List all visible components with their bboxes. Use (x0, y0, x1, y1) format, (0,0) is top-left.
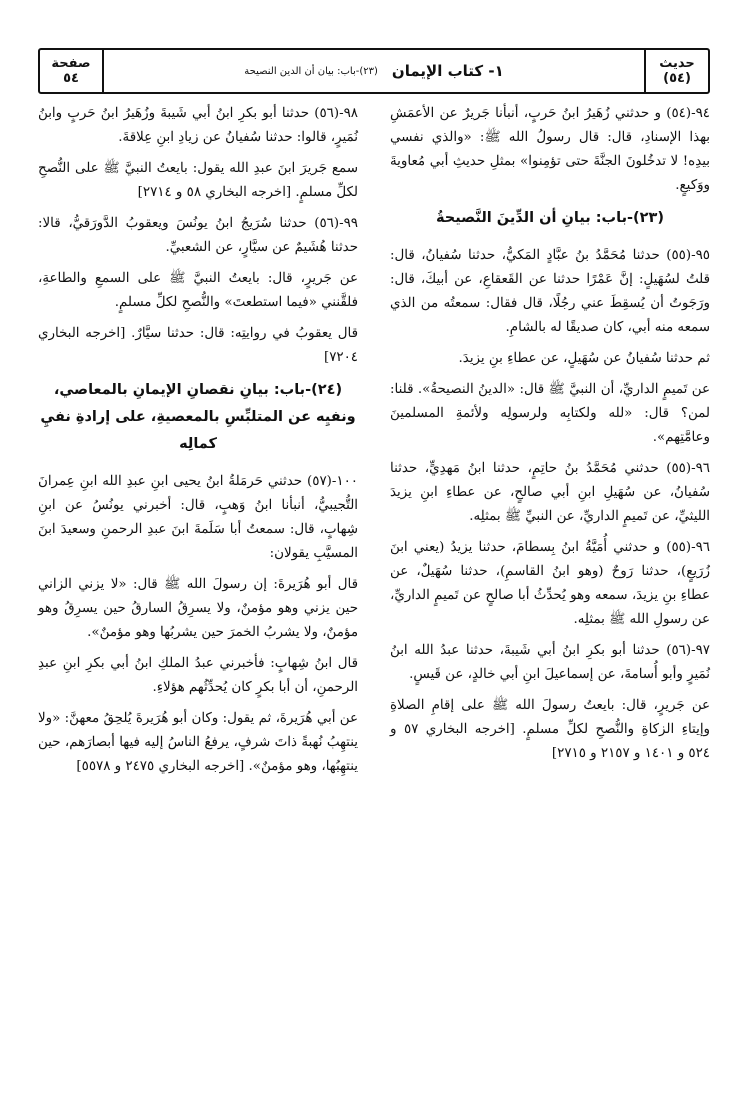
matn-100: قال أبو هُرَيرةَ: إن رسولَ الله ﷺ قال: «لا يزني الزاني حين يزني وهو مؤمنٌ، ولا يسرِقُ السارقُ حين يسرِقُ وهو مؤمنٌ، ولا يشربُ الخمرَ حين يشربُها وهو مؤمنٌ». (38, 577, 358, 640)
left-column (38, 102, 358, 1088)
note-100: قال ابنُ شِهابٍ: فأخبرني عبدُ الملكِ ابنُ أبي بكرِ ابنِ عبدِ الرحمنِ، أن أبا بكرٍ كان يُحدِّثُهم هؤلاءِ. (38, 656, 358, 695)
matn-95: عن تَميمٍ الداريِّ، أن النبيَّ ﷺ قال: «الدينُ النصيحةُ». قلنا: لمن؟ قال: «لله ولكتابِه ولرسولِه ولأئمةِ المسلمينَ وعامَّتِهم». (390, 382, 710, 445)
page-header (38, 48, 710, 94)
header-titles (104, 50, 644, 92)
hadith-100: ١٠٠-(٥٧) حدثني حَرمَلةُ ابنُ يحيى ابنِ عبدِ الله ابنِ عِمرانَ التُّجيبيُّ، أنبأنا ابنُ وَهبٍ، قال: أخبرني يونُسُ عن ابنِ شِهابٍ، قال: سمعتُ أبا سَلَمةَ ابنَ عبدِ الرحمنِ وسعيدَ ابنَ المسيَّبِ يقولان: (38, 474, 358, 561)
isnad-continuation: ثم حدثنا سُفيانُ عن سُهَيلٍ، عن عطاءِ بنِ يزيدَ. (458, 351, 710, 366)
hadith-99: ٩٩-(٥٦) حدثنا سُرَيجُ ابنُ يونُسَ ويعقوبُ الدَّورَقيُّ، قالا: حدثنا هُشَيمٌ عن سيَّارٍ، عن الشعبيِّ. (38, 216, 358, 255)
text-columns (38, 102, 710, 1088)
addition-100: عن أبي هُرَيرةَ، ثم يقول: وكان أبو هُرَيرةَ يُلحِقُ معهنَّ: «ولا ينتهِبُ نُهبةً ذاتَ شرفٍ، يرفعُ الناسُ إليه فيها أبصارَهم، حين ينتهِبُها، وهو مؤمنٌ». [اخرجه البخاري ٢٤٧٥ و ٥٥٧٨] (38, 711, 358, 774)
note-99: قال يعقوبُ في روايتِه: قال: حدثنا سيَّارٌ. [اخرجه البخاري ٧٢٠٤] (38, 326, 358, 365)
book-title: ١- كتاب الإيمان (391, 62, 504, 80)
matn-98: سمع جَريرَ ابنَ عبدِ الله يقول: بايعتُ النبيَّ ﷺ على النُّصحِ لكلِّ مسلمٍ. [اخرجه البخاري ٥٨ و ٢٧١٤] (38, 161, 358, 200)
right-column (390, 102, 710, 1088)
hadith-96b: ٩٦-(٥٥) و حدثني أُمَيَّةُ ابنُ بِسطامَ، حدثنا يزيدُ (يعني ابنَ زُرَيعٍ)، حدثنا رَوحٌ (وهو ابنُ القاسمِ)، حدثنا سُهَيلٌ، عن عطاءِ بنِ يزيدَ، سمعه وهو يُحدِّثُ أبا صالحٍ عن تَميمٍ الداريِّ، عن رسولِ الله ﷺ بمثلِه. (390, 540, 710, 627)
chapter-heading-24: (٢٤)-باب: بيانِ نقصانِ الإيمانِ بالمعاصي، ونفيِه عن المتلبِّسِ بالمعصيةِ، على إرادةِ نفيِ كمالِه (40, 382, 356, 452)
chapter-heading-23: (٢٣)-باب: بيانِ أن الدِّينَ النَّصيحةُ (435, 210, 665, 226)
matn-97: عن جَريرٍ، قال: بايعتُ رسولَ الله ﷺ على إقامِ الصلاةِ وإيتاءِ الزكاةِ والنُّصحِ لكلِّ مسلمٍ. [اخرجه البخاري ٥٧ و ٥٢٤ و ١٤٠١ و ٢١٥٧ و ٢٧١٥] (390, 698, 711, 761)
column-gutter (358, 102, 390, 1088)
hadith-number: (٥٤) (663, 71, 691, 86)
page-label: صفحة (51, 56, 91, 71)
hadith-95: ٩٥-(٥٥) حدثنا مُحَمَّدُ بنُ عبَّادٍ المَكيُّ، حدثنا سُفيانُ، قال: قلتُ لسُهَيلٍ: إنَّ عَمْرًا حدثنا عن القَعقاعِ، عن أبيكَ، قال: ورَجَوتُ أن يُسقِطَ عني رجُلًا، قال فقال: سمعتُه من الذي سمعه منه أبي، كان صديقًا له بالشامِ. (390, 248, 710, 335)
matn-99: عن جَريرٍ، قال: بايعتُ النبيَّ ﷺ على السمعِ والطاعةِ، فلقَّنني «فيما استطعتَ» والنُّصحِ لكلِّ مسلمٍ. (38, 271, 358, 310)
hadith-number-box (644, 50, 708, 92)
hadith-97: ٩٧-(٥٦) حدثنا أبو بكرِ ابنُ أبي شَيبةَ، حدثنا عبدُ الله ابنُ نُمَيرٍ وأبو أُسامةَ، عن إسماعيلَ ابنِ أبي خالدٍ، عن قَيسٍ. (390, 643, 710, 682)
hadith-96a: ٩٦-(٥٥) حدثني مُحَمَّدُ بنُ حاتِمٍ، حدثنا ابنُ مَهدِيٍّ، حدثنا سُفيانُ، عن سُهَيلِ ابنِ أبي صالحٍ، عن عطاءِ ابنِ يزيدَ الليثيِّ، عن تَميمٍ الداريِّ، عن النبيِّ ﷺ بمثلِه. (390, 461, 710, 524)
hadith-94: ٩٤-(٥٤) و حدثني زُهَيرُ ابنُ حَربٍ، أنبأنا جَريرٌ عن الأعمَشِ بهذا الإسنادِ، قال: قال رسولُ الله ﷺ: «والذي نفسي بيدِه! لا تدخُلونَ الجنَّةَ حتى تؤمِنوا» بمثلِ حديثِ أبي مُعاويةَ ووَكيعٍ. (390, 106, 710, 193)
hadith-label: حديث (659, 56, 695, 71)
page-number-box (40, 50, 104, 92)
chapter-title: (٢٣)-باب: بيان أن الدين النصيحة (244, 65, 378, 77)
hadith-98: ٩٨-(٥٦) حدثنا أبو بكرِ ابنُ أبي شَيبةَ وزُهَيرُ ابنُ حَربٍ وابنُ نُمَيرٍ، قالوا: حدثنا سُفيانُ عن زيادِ ابنِ عِلاقةَ. (38, 106, 358, 145)
page-number: ٥٤ (63, 71, 79, 86)
book-page (38, 48, 710, 1088)
